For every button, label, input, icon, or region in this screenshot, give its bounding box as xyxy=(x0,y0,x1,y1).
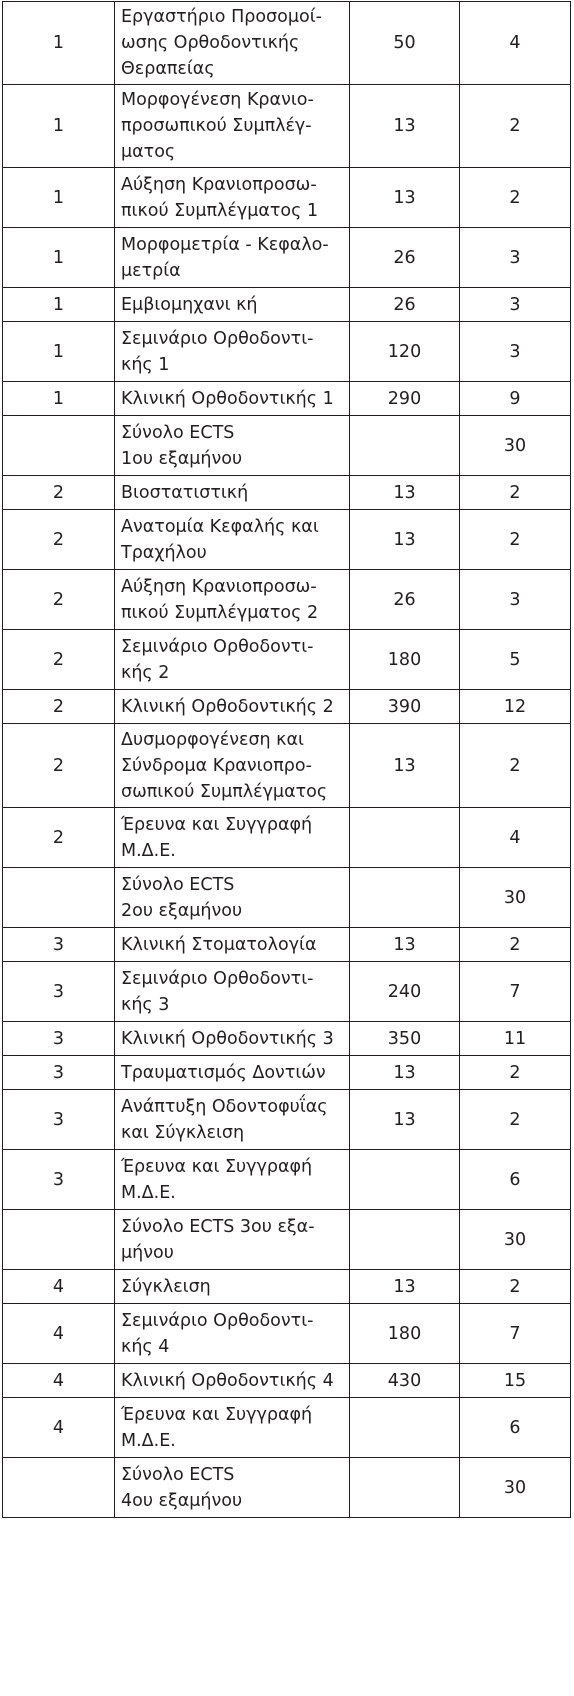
table-row xyxy=(3,85,571,168)
ects-cell: 2 xyxy=(460,168,571,228)
semester-cell: 3 xyxy=(3,1022,115,1056)
course-name-cell xyxy=(115,228,350,288)
hours-cell xyxy=(350,868,460,928)
table-row xyxy=(3,570,571,630)
hours-cell xyxy=(350,1458,460,1518)
course-name-cell xyxy=(115,808,350,868)
course-name-line: Μ.Δ.Ε. xyxy=(121,1430,176,1451)
table-row xyxy=(3,1056,571,1090)
course-name-line: κής 1 xyxy=(121,354,170,375)
course-name-cell xyxy=(115,476,350,510)
hours-cell: 26 xyxy=(350,288,460,322)
ects-cell: 4 xyxy=(460,2,571,85)
course-name-cell xyxy=(115,85,350,168)
table-row xyxy=(3,1270,571,1304)
course-name-cell xyxy=(115,1022,350,1056)
course-name-line: και Σύγκλειση xyxy=(121,1122,245,1143)
semester-cell: 2 xyxy=(3,570,115,630)
course-name-cell xyxy=(115,690,350,724)
ects-cell: 30 xyxy=(460,1458,571,1518)
hours-cell: 430 xyxy=(350,1364,460,1398)
semester-cell: 1 xyxy=(3,85,115,168)
table-row xyxy=(3,1304,571,1364)
course-name-cell xyxy=(115,1210,350,1270)
semester-cell xyxy=(3,868,115,928)
course-name-cell xyxy=(115,1150,350,1210)
table-row xyxy=(3,1210,571,1270)
course-name-line: πικού Συμπλέγματος 2 xyxy=(121,602,319,623)
table-row xyxy=(3,2,571,85)
table-row xyxy=(3,962,571,1022)
ects-cell: 7 xyxy=(460,962,571,1022)
course-name-line: μετρία xyxy=(121,260,181,281)
ects-cell: 15 xyxy=(460,1364,571,1398)
course-name-line: Κλινική Στοματολογία xyxy=(121,934,317,955)
ects-cell: 2 xyxy=(460,510,571,570)
course-name-line: πικού Συμπλέγματος 1 xyxy=(121,200,319,221)
course-name-line: Σεμινάριο Ορθοδοντι- xyxy=(121,968,314,989)
course-name-line: Μ.Δ.Ε. xyxy=(121,1182,176,1203)
hours-cell: 50 xyxy=(350,2,460,85)
semester-cell xyxy=(3,1458,115,1518)
course-name-line: Σύγκλειση xyxy=(121,1276,211,1297)
course-name-line: Βιοστατιστική xyxy=(121,482,249,503)
ects-cell: 2 xyxy=(460,476,571,510)
course-name-cell xyxy=(115,928,350,962)
semester-cell: 2 xyxy=(3,690,115,724)
semester-cell: 4 xyxy=(3,1270,115,1304)
table-row xyxy=(3,322,571,382)
course-name-line: Ανατομία Κεφαλής και xyxy=(121,516,319,537)
course-name-line: Σύνολο ECTS xyxy=(121,1464,235,1485)
table-row xyxy=(3,1090,571,1150)
course-name-cell xyxy=(115,382,350,416)
course-name-line: Σύνολο ECTS 3ου εξα- xyxy=(121,1216,315,1237)
course-name-line: Αύξηση Κρανιοπροσω- xyxy=(121,576,317,597)
course-name-cell xyxy=(115,2,350,85)
table-row xyxy=(3,724,571,808)
semester-cell: 1 xyxy=(3,228,115,288)
hours-cell: 13 xyxy=(350,724,460,808)
course-name-line: 4ου εξαμήνου xyxy=(121,1490,243,1511)
semester-cell: 1 xyxy=(3,168,115,228)
ects-cell: 2 xyxy=(460,1090,571,1150)
ects-cell: 30 xyxy=(460,868,571,928)
table-row xyxy=(3,228,571,288)
table-row xyxy=(3,476,571,510)
hours-cell: 120 xyxy=(350,322,460,382)
ects-cell: 3 xyxy=(460,570,571,630)
table-row xyxy=(3,630,571,690)
hours-cell: 350 xyxy=(350,1022,460,1056)
course-name-cell xyxy=(115,416,350,476)
ects-cell: 30 xyxy=(460,1210,571,1270)
course-name-line: Κλινική Ορθοδοντικής 2 xyxy=(121,696,334,717)
hours-cell: 13 xyxy=(350,1090,460,1150)
ects-cell: 4 xyxy=(460,808,571,868)
ects-cell: 6 xyxy=(460,1150,571,1210)
course-name-line: Σεμινάριο Ορθοδοντι- xyxy=(121,328,314,349)
course-name-line: Κλινική Ορθοδοντικής 4 xyxy=(121,1370,334,1391)
course-name-line: Μορφομετρία - Κεφαλο- xyxy=(121,234,329,255)
course-name-cell xyxy=(115,1398,350,1458)
course-name-line: σωπικού Συμπλέγματος xyxy=(121,781,328,802)
ects-cell: 5 xyxy=(460,630,571,690)
semester-cell: 3 xyxy=(3,962,115,1022)
hours-cell: 180 xyxy=(350,630,460,690)
ects-cell: 6 xyxy=(460,1398,571,1458)
semester-cell: 2 xyxy=(3,510,115,570)
table-row xyxy=(3,1364,571,1398)
hours-cell xyxy=(350,1210,460,1270)
course-name-cell xyxy=(115,510,350,570)
ects-cell: 3 xyxy=(460,322,571,382)
hours-cell: 13 xyxy=(350,85,460,168)
course-name-line: ματος xyxy=(121,142,176,162)
ects-cell: 2 xyxy=(460,928,571,962)
course-name-line: Κλινική Ορθοδοντικής 3 xyxy=(121,1028,334,1049)
course-name-cell xyxy=(115,1270,350,1304)
table-row xyxy=(3,1022,571,1056)
semester-cell: 3 xyxy=(3,1090,115,1150)
course-name-cell xyxy=(115,1304,350,1364)
table-row xyxy=(3,1398,571,1458)
semester-cell: 2 xyxy=(3,808,115,868)
ects-cell: 30 xyxy=(460,416,571,476)
table-row xyxy=(3,1458,571,1518)
hours-cell xyxy=(350,1398,460,1458)
table-row xyxy=(3,168,571,228)
hours-cell: 26 xyxy=(350,228,460,288)
course-name-line: Αύξηση Κρανιοπροσω- xyxy=(121,174,317,195)
hours-cell: 13 xyxy=(350,928,460,962)
course-name-line: Εμβιομηχανι κή xyxy=(121,294,258,315)
course-name-line: Σύνολο ECTS xyxy=(121,874,235,895)
course-name-cell xyxy=(115,724,350,808)
hours-cell: 13 xyxy=(350,510,460,570)
semester-cell: 2 xyxy=(3,476,115,510)
table-row xyxy=(3,928,571,962)
course-name-line: Έρευνα και Συγγραφή xyxy=(121,1404,313,1425)
hours-cell: 290 xyxy=(350,382,460,416)
hours-cell: 13 xyxy=(350,1270,460,1304)
ects-cell: 2 xyxy=(460,85,571,168)
semester-cell: 1 xyxy=(3,382,115,416)
hours-cell: 13 xyxy=(350,1056,460,1090)
semester-cell: 1 xyxy=(3,2,115,85)
course-name-cell xyxy=(115,322,350,382)
course-name-line: Ανάπτυξη Οδοντοφυΐας xyxy=(121,1096,328,1117)
semester-cell xyxy=(3,416,115,476)
semester-cell: 4 xyxy=(3,1398,115,1458)
course-name-line: Σεμινάριο Ορθοδοντι- xyxy=(121,636,314,657)
course-name-cell xyxy=(115,1056,350,1090)
course-name-line: 1ου εξαμήνου xyxy=(121,448,243,469)
course-name-line: Σύνδρομα Κρανιοπρο- xyxy=(121,755,312,776)
course-name-line: Τραχήλου xyxy=(121,542,207,563)
ects-cell: 7 xyxy=(460,1304,571,1364)
course-name-line: προσωπικού Συμπλέγ- xyxy=(121,116,312,136)
hours-cell xyxy=(350,416,460,476)
course-name-line: Έρευνα και Συγγραφή xyxy=(121,814,313,835)
hours-cell: 240 xyxy=(350,962,460,1022)
course-name-line: Σεμινάριο Ορθοδοντι- xyxy=(121,1310,314,1331)
ects-cell: 2 xyxy=(460,1056,571,1090)
semester-cell: 1 xyxy=(3,322,115,382)
semester-cell: 2 xyxy=(3,724,115,808)
course-name-cell xyxy=(115,1090,350,1150)
course-name-line: 2ου εξαμήνου xyxy=(121,900,243,921)
course-name-line: Εργαστήριο Προσομοί- xyxy=(121,7,322,27)
course-name-cell xyxy=(115,570,350,630)
hours-cell xyxy=(350,1150,460,1210)
course-name-line: Τραυματισμός Δοντιών xyxy=(121,1062,326,1083)
table-row xyxy=(3,382,571,416)
course-name-line: κής 2 xyxy=(121,662,170,683)
table-row xyxy=(3,1150,571,1210)
course-name-line: Δυσμορφογένεση και xyxy=(121,729,304,750)
course-name-cell xyxy=(115,288,350,322)
hours-cell: 180 xyxy=(350,1304,460,1364)
table-row xyxy=(3,808,571,868)
course-name-line: Μορφογένεση Κρανιο- xyxy=(121,90,314,110)
course-name-line: κής 3 xyxy=(121,994,170,1015)
course-table xyxy=(2,1,571,1518)
course-name-cell xyxy=(115,630,350,690)
course-name-line: Έρευνα και Συγγραφή xyxy=(121,1156,313,1177)
course-name-cell xyxy=(115,1364,350,1398)
semester-cell xyxy=(3,1210,115,1270)
course-name-cell xyxy=(115,1458,350,1518)
ects-cell: 11 xyxy=(460,1022,571,1056)
course-name-line: ωσης Ορθοδοντικής xyxy=(121,33,300,53)
semester-cell: 3 xyxy=(3,1150,115,1210)
hours-cell: 13 xyxy=(350,168,460,228)
course-name-line: Κλινική Ορθοδοντικής 1 xyxy=(121,388,334,409)
semester-cell: 2 xyxy=(3,630,115,690)
semester-cell: 1 xyxy=(3,288,115,322)
course-name-cell xyxy=(115,868,350,928)
ects-cell: 9 xyxy=(460,382,571,416)
ects-cell: 3 xyxy=(460,288,571,322)
table-row xyxy=(3,288,571,322)
hours-cell: 13 xyxy=(350,476,460,510)
semester-cell: 4 xyxy=(3,1304,115,1364)
semester-cell: 4 xyxy=(3,1364,115,1398)
semester-cell: 3 xyxy=(3,928,115,962)
course-name-line: Θεραπείας xyxy=(121,59,215,79)
course-name-line: Σύνολο ECTS xyxy=(121,422,235,443)
table-row xyxy=(3,690,571,724)
ects-cell: 2 xyxy=(460,724,571,808)
semester-cell: 3 xyxy=(3,1056,115,1090)
course-name-cell xyxy=(115,168,350,228)
course-name-cell xyxy=(115,962,350,1022)
course-name-line: μήνου xyxy=(121,1242,174,1263)
hours-cell xyxy=(350,808,460,868)
course-name-line: Μ.Δ.Ε. xyxy=(121,840,176,861)
table-row xyxy=(3,868,571,928)
hours-cell: 26 xyxy=(350,570,460,630)
ects-cell: 2 xyxy=(460,1270,571,1304)
hours-cell: 390 xyxy=(350,690,460,724)
course-table-body xyxy=(3,2,571,1518)
table-row xyxy=(3,416,571,476)
table-row xyxy=(3,510,571,570)
course-name-line: κής 4 xyxy=(121,1336,170,1357)
ects-cell: 3 xyxy=(460,228,571,288)
ects-cell: 12 xyxy=(460,690,571,724)
